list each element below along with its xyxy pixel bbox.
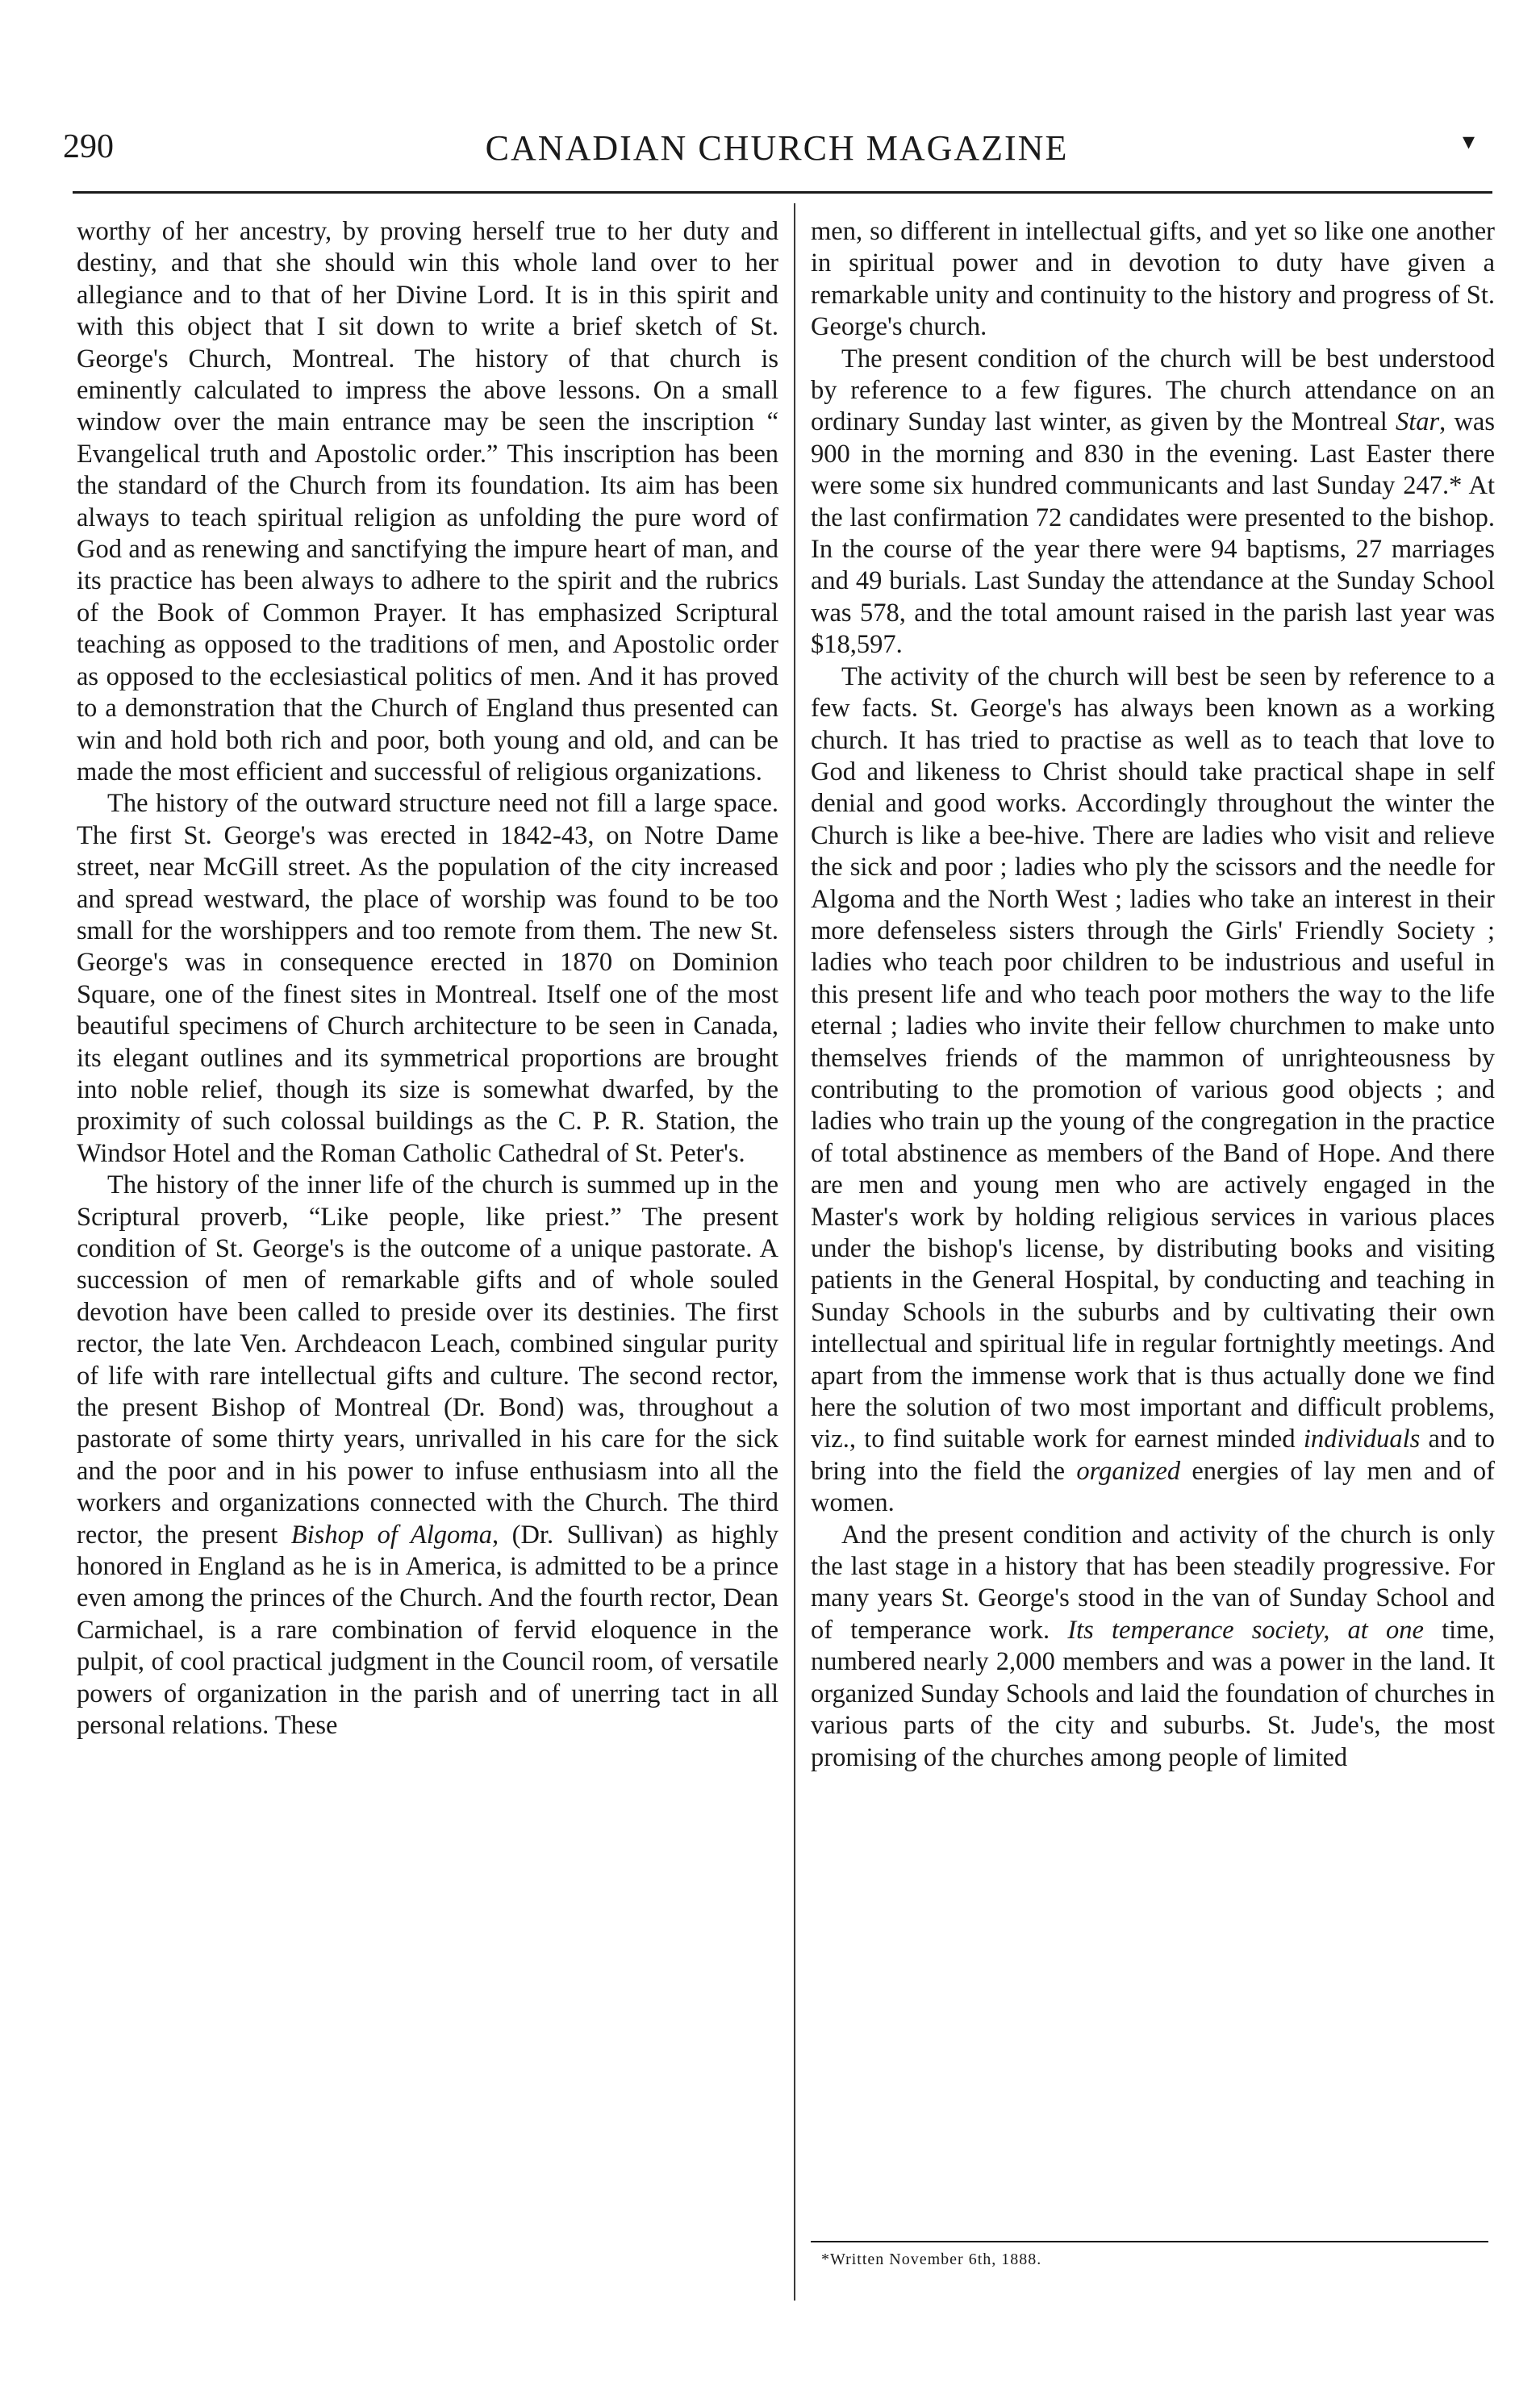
header-rule (73, 191, 1492, 194)
right-paragraph-2 (811, 344, 1495, 661)
left-paragraph-3-text-a: The history of the inner life of the church is summed up in the Scriptural proverb, “Like people, like priest.” The present condition of St. George's is the outcome of a unique pastorate. A succession of men of remarkable gifts and of whole souled devotion have been called to preside over its destinies. The first rector, the late Ven. Archdeacon Leach, combined singular purity of life with rare intellectual gifts and culture. The second rector, the present Bishop of Montreal (Dr. Bond) was, throughout a pastorate of some thirty years, unrivalled in his care for the sick and the poor and in his power to infuse enthusiasm into all the workers and organizations connected with the Church. The third rector, the present (77, 1170, 778, 1550)
right-paragraph-1: men, so different in intellectual gifts, and yet so like one another in spiritual power and in devotion to duty have given a remarkable unity and continuity to the history and progress of St. George's church. (811, 217, 1495, 342)
right-paragraph-2-text-b: , was 900 in the morning and 830 in the evening. Last Easter there were some six hundred communicants and last Sunday 247.* At the last confirmation 72 candidates were presented to the bishop. In the course of the year there were 94 baptisms, 27 marriages and 49 burials. Last Sunday the attendance at the Sunday School was 578, and the total amount raised in the parish last year was $18,597. (811, 407, 1496, 660)
footnote: *Written November 6th, 1888. (821, 2251, 1042, 2268)
right-paragraph-3-text-b: and to bring into the field the (811, 1425, 1495, 1486)
right-paragraph-3-text-a: The activity of the church will best be seen by reference to a few facts. St. George's has always been known as a working church. It has tried to practise as well as to teach that love to God and likeness to Christ should take practical shape in self denial and good works. Accordingly throughout the winter the Church is like a bee-hive. There are ladies who visit and relieve the sick and poor ; ladies who ply the scissors and the needle for Algoma and the North West ; ladies who take an interest in their more defenseless sisters through the Girls' Friendly Society ; ladies who teach poor children to be industrious and useful in this present life and who teach poor mothers the way to the life eternal ; ladies who invite their fellow churchmen to make unto themselves friends of the mammon of unrighteousness by contributing to the promotion of various good objects ; and ladies who train up the young of the congregation in the practice of total abstinence as members of the Band of Hope. And there are men and young men who are actively engaged in the Master's work by holding religious services in various places under the bishop's license, by distributing books and visiting patients in the General Hospital, by conducting and teaching in Sunday Schools in the suburbs and by cultivating their own intellectual and spiritual life in regular fortnightly meetings. And apart from the immense work that is thus actually done we find here the solution of two most important and difficult problems, viz., to find suitable work for earnest minded (811, 661, 1495, 1454)
left-paragraph-3-italic: Bishop of Algoma (290, 1520, 492, 1550)
right-paragraph-4-text-b: time, numbered nearly 2,000 members and was a power in the land. It organized Sunday Schools and laid the foundation of churches in various parts of the city and suburbs. St. Jude's, the most promising of the churches among people of limited (811, 1615, 1495, 1772)
column-divider (794, 203, 795, 2301)
right-paragraph-3 (811, 661, 1495, 1520)
right-paragraph-4-italic: Its temperance society, at one (1067, 1615, 1424, 1645)
footnote-rule (811, 2241, 1488, 2242)
right-paragraph-4-text-a: And the present condition and activity of the church is only the last stage in a history that has been steadily progressive. For many years St. George's stood in the van of Sunday School and of temperance work. (811, 1520, 1495, 1645)
left-paragraph-3-text-b: , (Dr. Sullivan) as highly honored in England as he is in America, is admitted to be a prince even among the princes of the Church. And the fourth rector, Dean Carmichael, is a rare combination of fervid eloquence in the pulpit, of cool practical judgment in the Council room, of versatile powers of organization in the parish and of unerring tact in all personal relations. These (77, 1520, 779, 1741)
left-paragraph-1: worthy of her ancestry, by proving herself true to her duty and destiny, and that she should win this whole land over to her allegiance and to that of her Divine Lord. It is in this spirit and with this object that I sit down to write a brief sketch of St. George's Church, Montreal. The history of that church is eminently calculated to impress the above lessons. On a small window over the main entrance may be seen the inscription “ Evangelical truth and Apostolic order.” This inscription has been the standard of the Church from its foundation. Its aim has been always to teach spiritual religion as unfolding the pure word of God and as renewing and sanctifying the impure heart of man, and its practice has been always to adhere to the spirit and the rubrics of the Book of Common Prayer. It has emphasized Scriptural teaching as opposed to the traditions of men, and Apostolic order as opposed to the ecclesiastical politics of men. And it has proved to a demonstration that the Church of England thus presented can win and hold both rich and poor, both young and old, and can be made the most efficient and successful of religious organizations. (77, 217, 778, 786)
right-paragraph-2-text-a: The present condition of the church will be best understood by reference to a few figures. The church attendance on an ordinary Sunday last winter, as given by the Montreal (811, 344, 1495, 437)
left-paragraph-2: The history of the outward structure need not fill a large space. The first St. George's was erected in 1842-43, on Notre Dame street, near McGill street. As the population of the city increased and spread westward, the place of worship was found to be too small for the worshippers and too remote from them. The new St. George's was in consequence erected in 1870 on Dominion Square, one of the finest sites in Montreal. Itself one of the most beautiful specimens of Church architecture to be seen in Canada, its elegant outlines and its symmetrical proportions are brought into noble relief, though its size is somewhat dwarfed, by the proximity of such colossal buildings as the C. P. R. Station, the Windsor Hotel and the Roman Catholic Cathedral of St. Peter's. (77, 789, 778, 1168)
right-column (811, 216, 1495, 1774)
running-title: CANADIAN CHURCH MAGAZINE (485, 128, 1069, 168)
right-paragraph-3-text-c: energies of lay men and of women. (811, 1456, 1495, 1518)
left-column (77, 216, 778, 1742)
printer-mark-icon: ▾ (1462, 128, 1475, 155)
right-paragraph-3-italic-b: organized (1076, 1456, 1181, 1486)
page-number: 290 (63, 128, 114, 165)
right-paragraph-4 (811, 1520, 1495, 1774)
left-paragraph-3 (77, 1170, 778, 1742)
right-paragraph-2-italic: Star (1395, 407, 1440, 437)
page-header (63, 127, 1491, 176)
right-paragraph-3-italic-a: individuals (1303, 1425, 1421, 1454)
